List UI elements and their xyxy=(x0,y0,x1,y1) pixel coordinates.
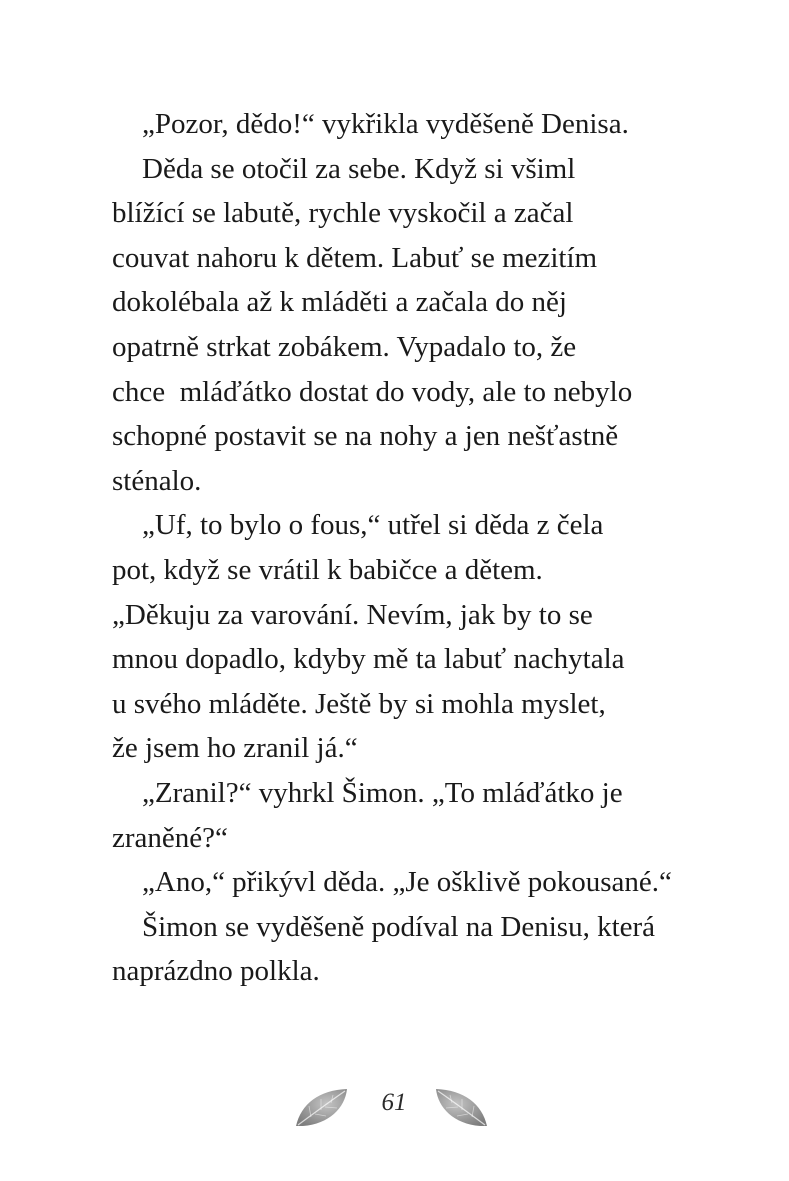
text-line: sténalo. xyxy=(112,464,202,497)
text-line: zraněné?“ xyxy=(112,821,228,854)
page-number: 61 xyxy=(381,1089,407,1116)
story-text xyxy=(112,102,712,994)
text-line: u svého mláděte. Ještě by si mohla myslet, xyxy=(112,687,606,720)
text-line: „Uf, to bylo o fous,“ utřel si děda z čela xyxy=(142,509,604,542)
text-line: schopné postavit se na nohy a jen nešťastně xyxy=(112,420,619,453)
page-footer xyxy=(0,1080,789,1140)
text-line: chce mláďátko dostat do vody, ale to nebylo xyxy=(112,375,633,408)
text-line: opatrně strkat zobákem. Vypadalo to, že xyxy=(112,330,577,363)
text-line: Šimon se vyděšeně podíval na Denisu, která xyxy=(142,910,656,943)
text-line: „Pozor, dědo!“ vykřikla vyděšeně Denisa. xyxy=(142,108,629,140)
text-line: dokolébala až k mláděti a začala do něj xyxy=(112,286,567,319)
text-line: Děda se otočil za sebe. Když si všiml xyxy=(142,152,576,185)
text-line: mnou dopadlo, kdyby mě ta labuť nachytala xyxy=(112,643,625,676)
text-line: „Ano,“ přikývl děda. „Je ošklivě pokousané.“ xyxy=(142,866,672,899)
text-line: že jsem ho zranil já.“ xyxy=(112,732,358,765)
text-line: couvat nahoru k dětem. Labuť se mezitím xyxy=(112,241,598,274)
text-line: blížící se labutě, rychle vyskočil a začal xyxy=(112,197,574,230)
text-line: „Děkuju za varování. Nevím, jak by to se xyxy=(112,598,593,631)
text-line: pot, když se vrátil k babičce a dětem. xyxy=(112,553,543,586)
text-line: naprázdno polkla. xyxy=(112,955,320,988)
text-line: „Zranil?“ vyhrkl Šimon. „To mláďátko je xyxy=(142,776,623,809)
leaf-icon xyxy=(293,1086,351,1130)
leaf-icon xyxy=(432,1086,490,1130)
